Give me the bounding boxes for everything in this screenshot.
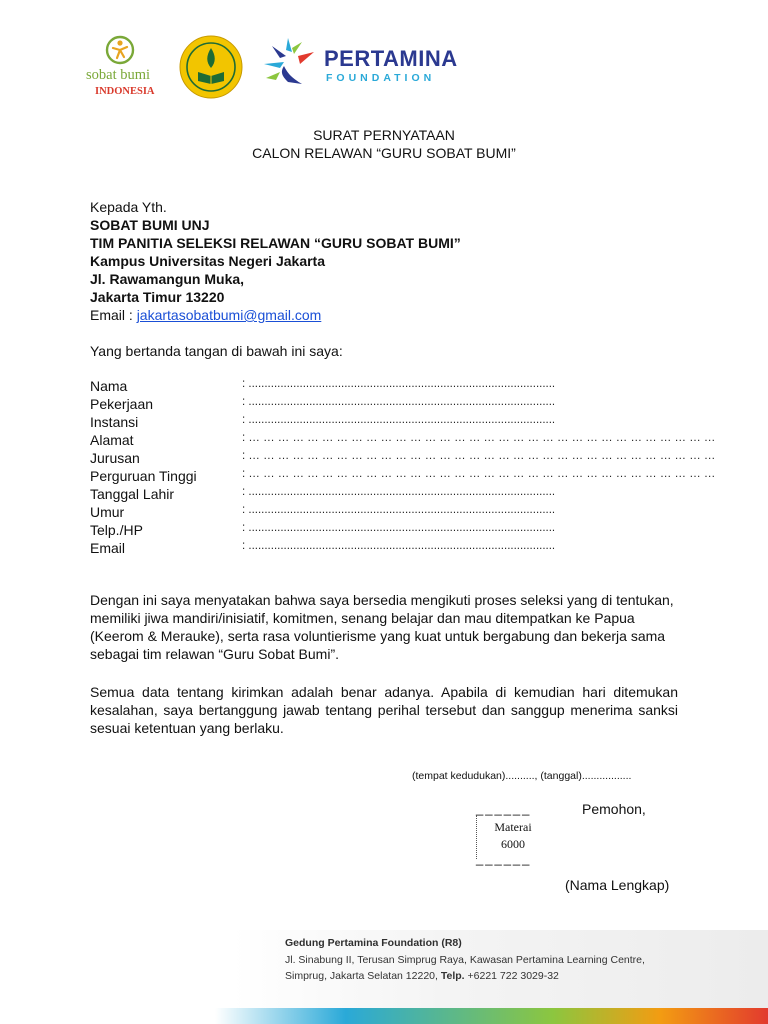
pertamina-bird-icon: [258, 34, 320, 90]
form-field-blank[interactable]: : ................................................................................................: [242, 486, 556, 498]
document-subtitle: CALON RELAWAN “GURU SOBAT BUMI”: [252, 145, 516, 161]
declaration-paragraph: Semua data tentang kirimkan adalah benar adanya. Apabila di kemudian hari ditemukan kesalahan, saya bertanggung jawab tentang perihal tersebut dan sanggup menerima sanksi sesuai ketentuan yang berlaku.: [90, 684, 678, 736]
recipient-line-4: Jl. Rawamangun Muka,: [90, 271, 245, 287]
sobat-bumi-wordmark: sobat bumi: [86, 67, 151, 83]
recipient-salutation: Kepada Yth.: [90, 199, 167, 215]
form-field-label: Telp./HP: [90, 522, 143, 538]
recipient-line-2: TIM PANITIA SELEKSI RELAWAN “GURU SOBAT BUMI”: [90, 235, 461, 251]
form-row: [90, 540, 650, 558]
form-row: [90, 468, 716, 486]
recipient-line-1: SOBAT BUMI UNJ: [90, 217, 210, 233]
form-row: [90, 414, 650, 432]
stamp-label: Materai: [494, 820, 532, 834]
form-field-blank[interactable]: : ................................................................................................: [242, 396, 556, 408]
place-date-line: (tempat kedudukan).........., (tanggal).................: [412, 770, 632, 782]
form-field-blank[interactable]: : ................................................................................................: [242, 414, 556, 426]
sobat-bumi-logo: [86, 34, 170, 100]
intro-text: Yang bertanda tangan di bawah ini saya:: [90, 343, 343, 359]
pertamina-foundation-logo: [258, 34, 458, 94]
form-field-blank[interactable]: : ................................................................................................: [242, 522, 556, 534]
footer-address-line-2: [285, 970, 559, 982]
applicant-label: Pemohon,: [582, 801, 646, 817]
form-field-blank[interactable]: : ................................................................................................: [242, 540, 556, 552]
form-row: [90, 378, 650, 396]
stamp-border-top: ______: [476, 801, 532, 816]
footer-phone-label: Telp.: [440, 970, 465, 982]
footer-color-bar: [0, 1008, 768, 1024]
sobat-bumi-country: INDONESIA: [95, 86, 155, 97]
sobat-bumi-emblem-icon: [86, 34, 170, 68]
footer-location: Simprug, Jakarta Selatan 12220,: [285, 970, 441, 982]
form-field-label: Nama: [90, 378, 128, 394]
email-link[interactable]: jakartasobatbumi@gmail.com: [136, 307, 322, 323]
form-field-label: Email: [90, 540, 126, 556]
footer-title: Gedung Pertamina Foundation (R8): [285, 937, 462, 949]
form-field-label: Instansi: [90, 414, 139, 430]
pertamina-foundation-label: FOUNDATION: [326, 72, 436, 84]
form-field-label: Pekerjaan: [90, 396, 154, 412]
footer-phone-number: +6221 722 3029-32: [464, 970, 559, 982]
form-field-blank[interactable]: : ................................................................................................: [242, 504, 556, 516]
form-field-label: Jurusan: [90, 450, 140, 466]
form-row: [90, 450, 716, 468]
recipient-line-5: Jakarta Timur 13220: [90, 289, 225, 305]
stamp-border-bottom: ______: [476, 851, 532, 866]
form-row: [90, 504, 650, 522]
form-field-label: Tanggal Lahir: [90, 486, 175, 502]
statement-paragraph: Dengan ini saya menyatakan bahwa saya bersedia mengikuti proses seleksi yang di tentukan, memiliki jiwa mandiri/inisiatif, komitmen, senang belajar dan mau ditempatkan ke Papua (Keerom & Merauke), serta rasa voluntierisme yang kuat untuk bergabung dan bekerja sama sebagai tim relawan “Guru Sobat Bumi”.: [90, 592, 674, 662]
unj-logo: [178, 34, 244, 100]
form-field-label: Umur: [90, 504, 125, 520]
form-field-blank[interactable]: : … … … … … … … … … … … … … … … … … … … … … … … … … … … … … … … …: [242, 450, 716, 462]
form-field-label: Perguruan Tinggi: [90, 468, 197, 484]
document-title: SURAT PERNYATAAN: [313, 127, 455, 143]
form-row: [90, 522, 650, 540]
form-row: [90, 432, 716, 450]
unj-emblem-icon: [178, 34, 244, 100]
full-name-placeholder: (Nama Lengkap): [565, 877, 670, 893]
form-field-blank[interactable]: : ................................................................................................: [242, 378, 556, 390]
recipient-email-line: [90, 307, 321, 323]
form-field-blank[interactable]: : … … … … … … … … … … … … … … … … … … … … … … … … … … … … … … … …: [242, 468, 716, 480]
recipient-line-3: Kampus Universitas Negeri Jakarta: [90, 253, 325, 269]
email-label: Email :: [90, 307, 137, 323]
form-row: [90, 486, 650, 504]
pertamina-wordmark: PERTAMINA: [324, 46, 458, 71]
stamp-value: 6000: [501, 837, 525, 851]
footer-address-line-1: Jl. Sinabung II, Terusan Simprug Raya, Kawasan Pertamina Learning Centre,: [285, 954, 645, 966]
form-row: [90, 396, 650, 414]
form-field-label: Alamat: [90, 432, 134, 448]
form-field-blank[interactable]: : … … … … … … … … … … … … … … … … … … … … … … … … … … … … … … … …: [242, 432, 716, 444]
